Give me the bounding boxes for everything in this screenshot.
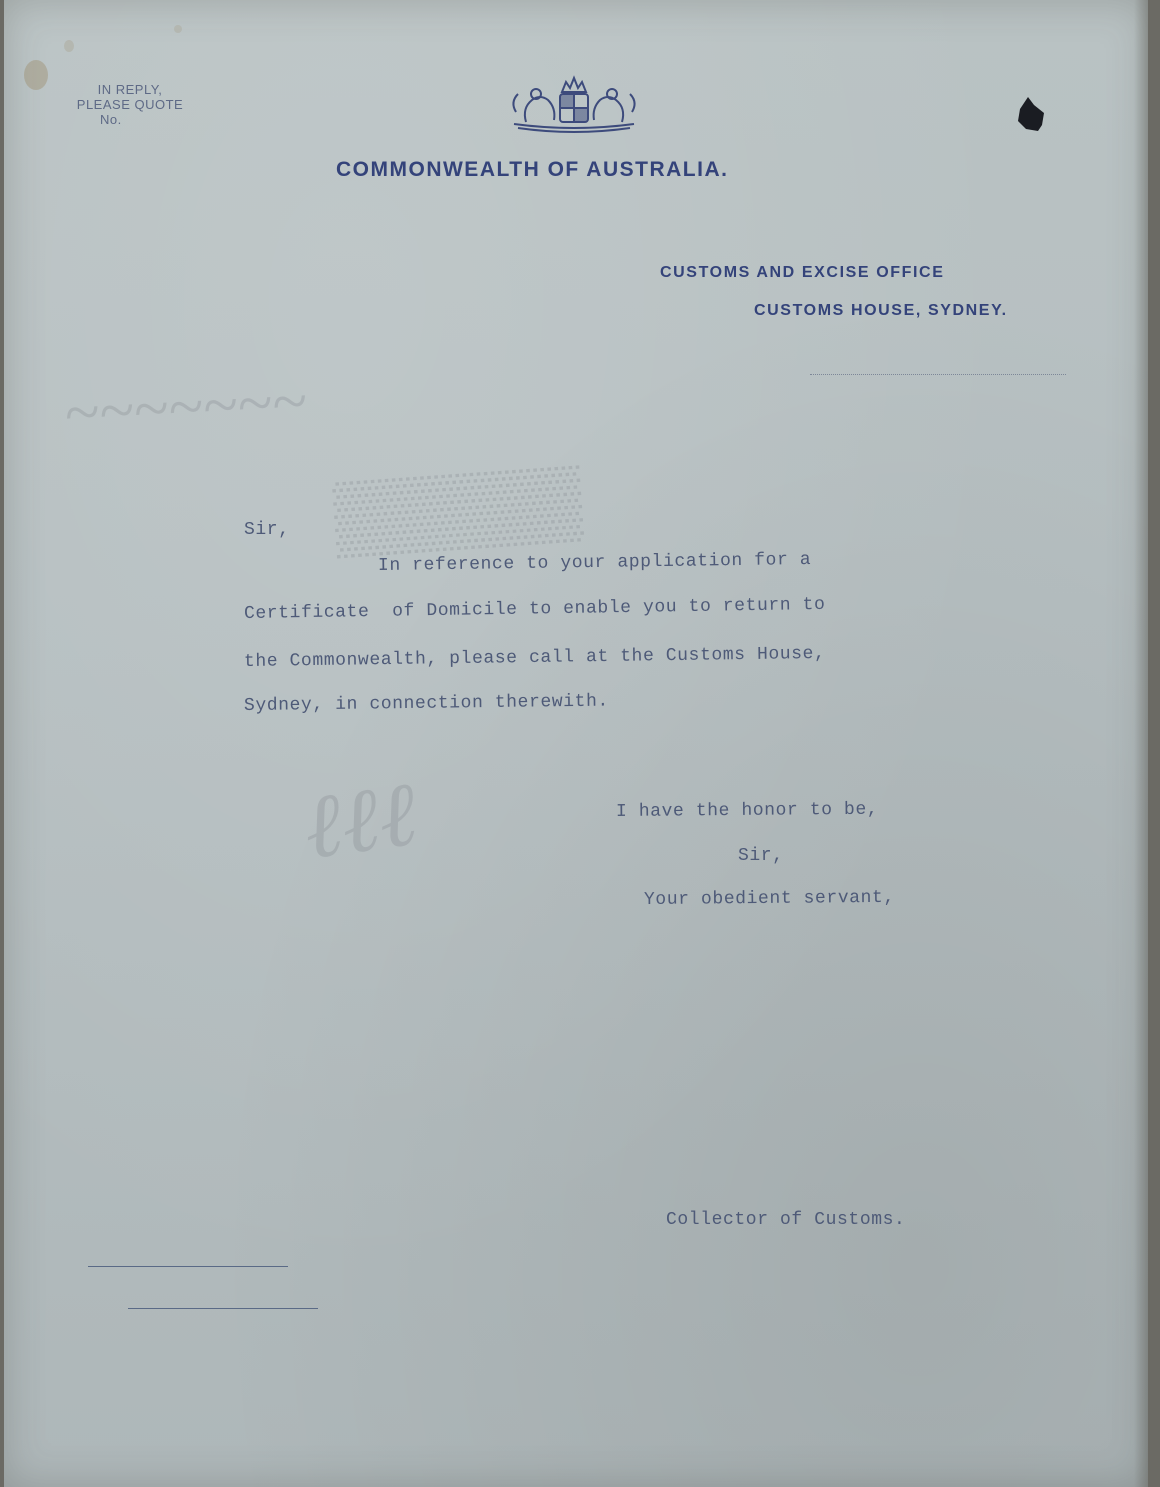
office-name: CUSTOMS AND EXCISE OFFICE [660, 264, 945, 281]
letter-sheet [4, 0, 1148, 1487]
body-line-4: Sydney, in connection therewith. [243, 691, 609, 716]
royal-coat-of-arms-icon [504, 72, 644, 139]
letterhead-title: COMMONWEALTH OF AUSTRALIA. [336, 158, 729, 181]
reply-reference-block [60, 82, 200, 127]
date-dotted-line [810, 374, 1066, 375]
paper-stain [24, 60, 48, 90]
paper-stain [174, 25, 182, 33]
body-line-3: the Commonwealth, please call at the Customs House, [243, 643, 826, 672]
closing-line-2: Sir, [738, 846, 784, 866]
closing-line-3: Your obedient servant, [643, 887, 895, 910]
ink-blot-icon [1014, 95, 1048, 140]
paper-edge-shadow [1134, 0, 1148, 1487]
body-line-1: In reference to your application for a [377, 549, 812, 576]
closing-line-1: I have the honor to be, [615, 799, 879, 822]
signature-title: Collector of Customs. [666, 1210, 906, 1230]
show-through-stamp: ▒▒▒▒▒ [331, 462, 585, 557]
addressee-line-1 [88, 1266, 288, 1267]
show-through-handwriting: ~~~~~~~ [62, 364, 309, 449]
reply-line-2: PLEASE QUOTE [76, 97, 184, 112]
body-line-2: Certificate of Domicile to enable you to return to [243, 594, 826, 624]
salutation: Sir, [244, 520, 290, 540]
show-through-signature: ℓℓℓ [297, 764, 423, 879]
reply-line-3: No. [100, 112, 122, 127]
reply-line-1: IN REPLY, [97, 82, 163, 97]
office-address: CUSTOMS HOUSE, SYDNEY. [754, 302, 1008, 319]
paper-stain [64, 40, 74, 52]
addressee-line-2 [128, 1308, 318, 1309]
